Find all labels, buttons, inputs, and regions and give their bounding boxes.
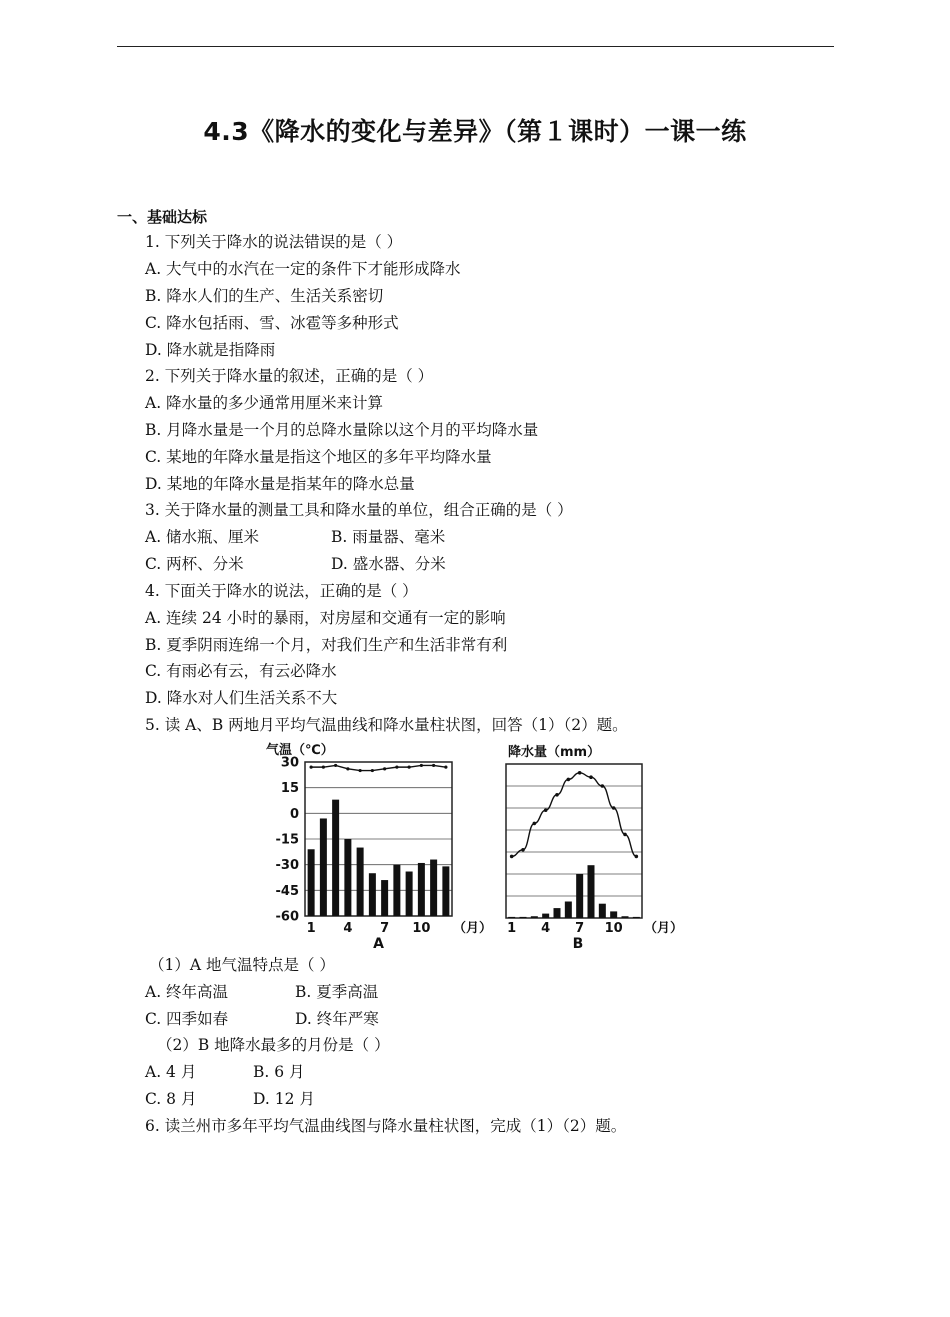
- chart-b-bar: [633, 917, 640, 918]
- chart-a-temp-point: [420, 764, 423, 767]
- q5-sub2-option-c: C. 8 月: [145, 1090, 197, 1108]
- chart-a-ytick: 15: [280, 781, 299, 797]
- chart-a-xtick: 4: [343, 921, 353, 936]
- chart-a-temp-point: [432, 764, 435, 767]
- chart-a-bar: [332, 800, 339, 916]
- chart-b-temp-point: [635, 855, 639, 859]
- chart-b-xtick: 1: [507, 921, 517, 936]
- chart-b-xunit: （月）: [644, 921, 684, 936]
- q5-sub1: （1）A 地气温特点是（ ）: [149, 956, 335, 974]
- q1-stem: 1. 下列关于降水的说法错误的是（ ）: [145, 233, 403, 251]
- q4-stem: 4. 下面关于降水的说法，正确的是（ ）: [145, 582, 418, 600]
- chart-b-temp-point: [510, 855, 514, 859]
- chart-a-temp-point: [408, 766, 411, 769]
- header-rule: [117, 46, 834, 47]
- chart-b-bar: [588, 865, 595, 918]
- chart-a-ytick: -60: [275, 909, 299, 925]
- chart-a-xunit: （月）: [453, 921, 493, 936]
- q2-option-a: A. 降水量的多少通常用厘米来计算: [145, 394, 384, 412]
- q2-option-c: C. 某地的年降水量是指这个地区的多年平均降水量: [145, 448, 492, 466]
- chart-b-bar: [520, 917, 527, 918]
- chart-a-temp-point: [395, 766, 398, 769]
- chart-a-xtick: 7: [380, 921, 390, 936]
- chart-b-label: B: [572, 936, 584, 952]
- q5-sub2-option-d: D. 12 月: [253, 1090, 315, 1108]
- chart-a-bar: [308, 849, 315, 916]
- chart-b: [506, 744, 683, 952]
- q5-sub1-option-a: A. 终年高温: [145, 983, 229, 1001]
- chart-b-temp-point: [567, 778, 571, 782]
- q1-option-a: A. 大气中的水汽在一定的条件下才能形成降水: [145, 260, 461, 278]
- chart-b-bar: [508, 917, 515, 918]
- chart-a-bar: [442, 866, 449, 916]
- chart-b-bar: [622, 916, 629, 918]
- chart-b-xtick: 10: [604, 921, 623, 936]
- chart-b-bar: [554, 908, 561, 918]
- q3-option-c: C. 两杯、分米: [145, 555, 244, 573]
- chart-a-xtick: 1: [306, 921, 316, 936]
- chart-a-ytick: -45: [275, 883, 299, 899]
- q5-sub2-option-b: B. 6 月: [253, 1063, 305, 1081]
- chart-b-bar: [542, 914, 549, 918]
- climate-charts-figure: [262, 740, 692, 952]
- chart-a-temp-point: [383, 767, 386, 770]
- q3-option-b: B. 雨量器、毫米: [331, 528, 446, 546]
- chart-a-ytick: 30: [280, 755, 299, 771]
- chart-a-temp-point: [322, 766, 325, 769]
- chart-a-bar: [381, 880, 388, 916]
- q2-option-b: B. 月降水量是一个月的总降水量除以这个月的平均降水量: [145, 421, 539, 439]
- chart-b-frame: [506, 764, 642, 918]
- chart-b-temp-point: [612, 806, 616, 810]
- chart-a-bar: [430, 860, 437, 916]
- q3-option-d: D. 盛水器、分米: [331, 555, 446, 573]
- q3-stem: 3. 关于降水量的测量工具和降水量的单位，组合正确的是（ ）: [145, 501, 573, 519]
- chart-a-bar: [393, 865, 400, 916]
- q5-sub2: （2）B 地降水最多的月份是（ ）: [157, 1036, 390, 1054]
- chart-a: [266, 742, 492, 952]
- chart-b-temp-point: [533, 822, 537, 826]
- chart-a-ytick: -30: [275, 858, 299, 874]
- page-title: 4.3《降水的变化与差异》（第１课时）一课一练: [203, 117, 747, 146]
- chart-a-temp-point: [310, 766, 313, 769]
- chart-b-temp-point: [589, 775, 593, 779]
- chart-b-bar: [576, 874, 583, 918]
- q1-option-b: B. 降水人们的生产、生活关系密切: [145, 287, 384, 305]
- chart-a-ytick: 0: [289, 806, 299, 822]
- chart-b-temp-point: [578, 771, 582, 775]
- q5-sub1-option-c: C. 四季如春: [145, 1010, 229, 1028]
- chart-b-temp-point: [555, 793, 559, 797]
- q5-stem: 5. 读 A、B 两地月平均气温曲线和降水量柱状图，回答（1）（2）题。: [145, 716, 628, 734]
- chart-b-temp-curve: [512, 773, 637, 857]
- chart-a-ytick: -15: [275, 832, 299, 848]
- chart-b-ylabel: 降水量（mm）: [508, 745, 601, 760]
- q5-sub2-option-a: A. 4 月: [145, 1063, 197, 1081]
- chart-b-bar: [531, 916, 538, 918]
- chart-b-temp-point: [601, 784, 605, 788]
- q6-stem: 6. 读兰州市多年平均气温曲线图与降水量柱状图，完成（1）（2）题。: [145, 1117, 627, 1135]
- chart-a-temp-point: [359, 769, 362, 772]
- q2-stem: 2. 下列关于降水量的叙述，正确的是（ ）: [145, 367, 434, 385]
- q4-option-d: D. 降水对人们生活关系不大: [145, 689, 338, 707]
- chart-a-temp-line: [311, 765, 446, 770]
- q5-sub1-option-d: D. 终年严寒: [295, 1010, 379, 1028]
- section-heading: 一、基础达标: [117, 208, 208, 226]
- chart-a-label: A: [373, 936, 384, 952]
- chart-b-xtick: 7: [575, 921, 585, 936]
- q3-option-a: A. 储水瓶、厘米: [145, 528, 260, 546]
- q1-option-d: D. 降水就是指降雨: [145, 341, 276, 359]
- q5-sub1-option-b: B. 夏季高温: [295, 983, 379, 1001]
- q4-option-b: B. 夏季阴雨连绵一个月，对我们生产和生活非常有利: [145, 636, 508, 654]
- chart-a-temp-point: [371, 769, 374, 772]
- chart-b-xtick: 4: [541, 921, 551, 936]
- chart-a-bar: [357, 848, 364, 916]
- chart-a-temp-point: [444, 766, 447, 769]
- chart-a-temp-point: [334, 764, 337, 767]
- chart-b-bar: [565, 902, 572, 919]
- q1-option-c: C. 降水包括雨、雪、冰雹等多种形式: [145, 314, 399, 332]
- chart-a-bar: [369, 873, 376, 916]
- chart-a-bar: [406, 872, 413, 916]
- q4-option-a: A. 连续 24 小时的暴雨，对房屋和交通有一定的影响: [145, 609, 506, 627]
- chart-a-bar: [344, 839, 351, 916]
- q4-option-c: C. 有雨必有云，有云必降水: [145, 662, 337, 680]
- q2-option-d: D. 某地的年降水量是指某年的降水总量: [145, 475, 415, 493]
- chart-a-bar: [320, 818, 327, 916]
- chart-b-temp-point: [521, 848, 525, 852]
- chart-a-bar: [418, 863, 425, 916]
- chart-b-temp-point: [544, 808, 548, 812]
- chart-a-ylabel: 气温（℃）: [266, 743, 334, 758]
- chart-a-xtick: 10: [412, 921, 431, 936]
- chart-b-bar: [610, 911, 617, 918]
- chart-b-temp-point: [623, 833, 627, 837]
- chart-a-temp-point: [346, 767, 349, 770]
- chart-b-bar: [599, 904, 606, 918]
